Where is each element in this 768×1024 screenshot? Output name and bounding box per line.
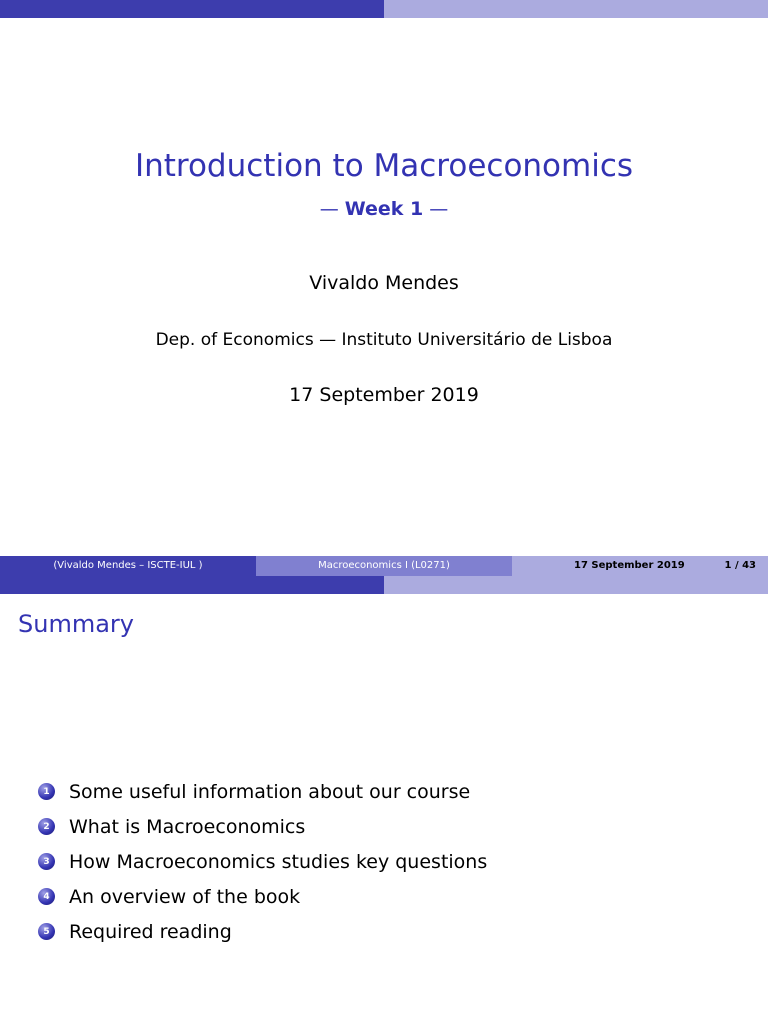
progress-bar-filled	[0, 0, 384, 18]
presentation-subtitle	[0, 198, 768, 220]
presentation-title: Introduction to Macroeconomics	[134, 148, 634, 184]
numbered-ball-icon: 5	[38, 923, 55, 940]
list-item	[38, 879, 487, 914]
progress-bar-remaining	[384, 0, 768, 18]
progress-bar	[0, 0, 768, 18]
list-item-text: Some useful information about our course	[69, 780, 471, 803]
list-item-text: Required reading	[69, 920, 232, 943]
footer-course: Macroeconomics I (L0271)	[256, 556, 512, 576]
frame-title: Summary	[18, 610, 134, 638]
author-name: Vivaldo Mendes	[309, 272, 459, 294]
footer-date: 17 September 2019	[574, 560, 685, 571]
numbered-ball-icon: 1	[38, 783, 55, 800]
numbered-ball-icon: 3	[38, 853, 55, 870]
list-item	[38, 914, 487, 949]
list-item-text: How Macroeconomics studies key questions	[69, 850, 488, 873]
footer-page-number: 1 / 43	[724, 560, 756, 571]
institute: Dep. of Economics — Instituto Universitário de Lisboa	[155, 330, 613, 350]
footer-author: (Vivaldo Mendes – ISCTE-IUL )	[0, 556, 256, 576]
list-item-text: An overview of the book	[69, 885, 301, 908]
numbered-ball-icon: 2	[38, 818, 55, 835]
subtitle-dash-right: —	[429, 198, 449, 220]
list-item-text: What is Macroeconomics	[69, 815, 306, 838]
subtitle-week: Week 1	[344, 198, 424, 220]
list-item	[38, 774, 487, 809]
progress-bar-remaining	[384, 576, 768, 594]
subtitle-dash-left: —	[319, 198, 339, 220]
presentation-date: 17 September 2019	[289, 384, 479, 406]
summary-list	[38, 774, 487, 949]
progress-bar-filled	[0, 576, 384, 594]
list-item	[38, 809, 487, 844]
progress-bar	[0, 576, 768, 594]
slide-footer	[0, 556, 768, 576]
footer-info	[512, 556, 768, 576]
numbered-ball-icon: 4	[38, 888, 55, 905]
list-item	[38, 844, 487, 879]
summary-slide	[0, 576, 768, 1024]
